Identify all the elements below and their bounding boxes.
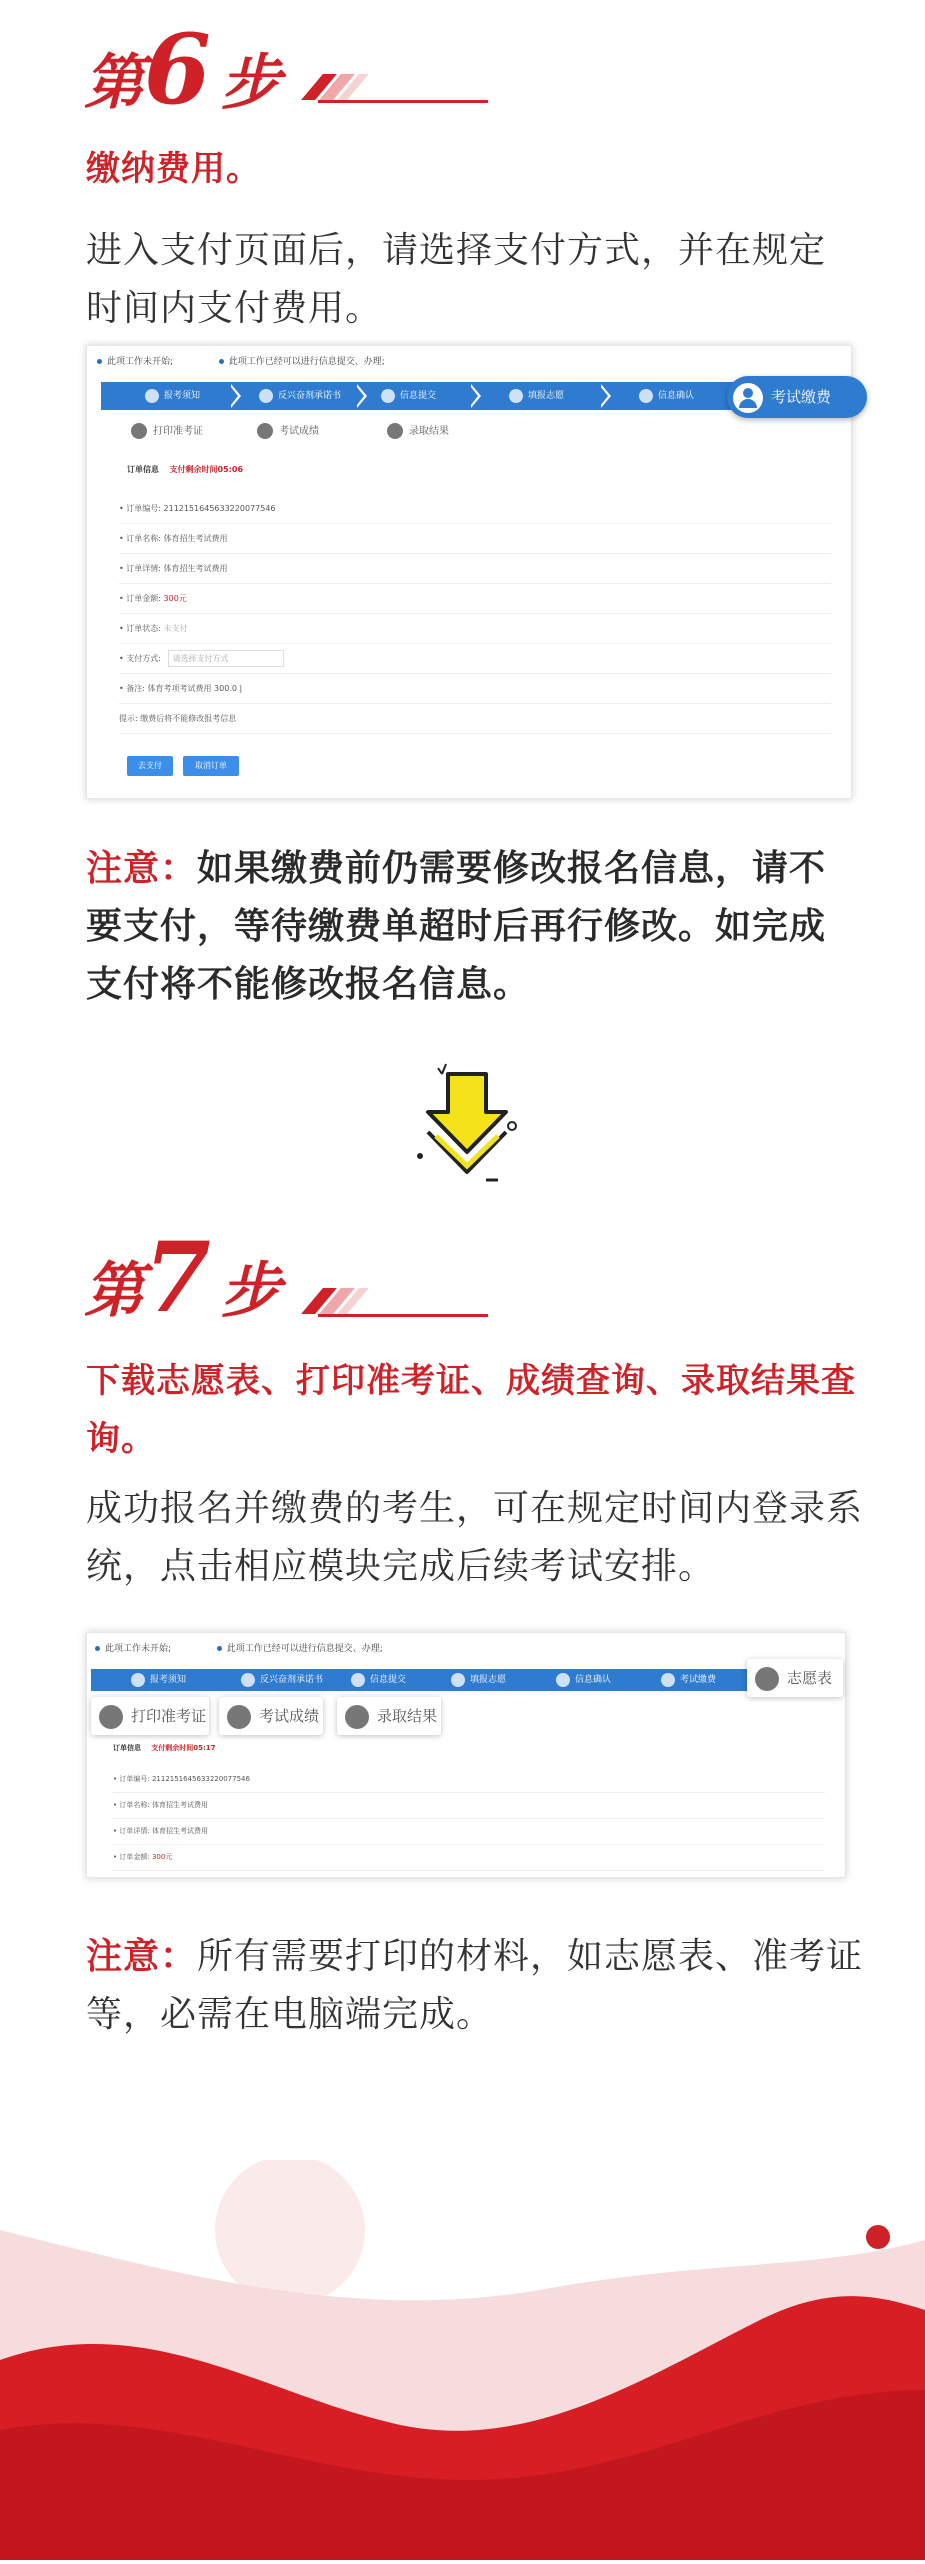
order-row: • 订单详情: 体育招生考试费用 (113, 1819, 825, 1845)
document-icon (227, 1705, 251, 1729)
flow-step-4[interactable]: 填报志愿 (451, 1669, 506, 1691)
result-icon (387, 423, 403, 439)
step7-description: 成功报名并缴费的考生，可在规定时间内登录系统，点击相应模块完成后续考试安排。 (86, 1488, 864, 1587)
print-icon (99, 1705, 123, 1729)
tab-volunteer-form[interactable]: 志愿表 (747, 1659, 843, 1697)
order-row: • 订单名称: 体育招生考试费用 (113, 1793, 825, 1819)
flow-step-2[interactable]: 反兴奋剂承诺书 (259, 382, 341, 410)
active-step-pill[interactable]: 考试缴费 (727, 376, 867, 418)
tab-admission-result[interactable]: 录取结果 (337, 1697, 441, 1735)
step7-screenshot (86, 1632, 846, 1878)
tab-exam-score[interactable]: 考试成绩 (257, 422, 319, 439)
step6-number: 6 (144, 13, 211, 126)
print-icon (131, 423, 147, 439)
step7-deco (308, 1284, 488, 1318)
payment-method-select[interactable]: 请选择支付方式 (168, 650, 284, 667)
flow-step-3[interactable]: 信息提交 (381, 382, 436, 410)
order-row: • 支付方式: 请选择支付方式 (119, 644, 831, 674)
tab-admission-result[interactable]: 录取结果 (387, 422, 449, 439)
step-icon (145, 389, 159, 403)
order-info-header: 订单信息 支付剩余时间05:06 (127, 465, 244, 474)
flow-bar (101, 382, 751, 410)
flow-step-5[interactable]: 信息确认 (639, 382, 694, 410)
result-icon (345, 1705, 369, 1729)
step6-deco (308, 70, 488, 104)
footer-decoration (0, 2160, 925, 2560)
order-row: • 订单状态: 未支付 (119, 614, 831, 644)
order-row: • 订单金额: 300元 (119, 584, 831, 614)
notice-dot-icon (95, 1646, 100, 1651)
tab-print-admission[interactable]: 打印准考证 (91, 1697, 209, 1735)
step-icon (381, 389, 395, 403)
user-icon (733, 383, 763, 413)
flow-step-6[interactable]: 考试缴费 (661, 1669, 716, 1691)
step7-prefix: 第 (84, 1256, 144, 1326)
step7-number: 7 (144, 1221, 211, 1334)
notice-dot-icon (217, 1646, 222, 1651)
step6-description: 进入支付页面后，请选择支付方式，并在规定时间内支付费用。 (86, 230, 827, 329)
step-icon (509, 389, 523, 403)
cancel-order-button[interactable]: 取消订单 (183, 756, 239, 776)
step6-suffix: 步 (220, 48, 281, 118)
step6-heading (84, 13, 281, 126)
order-row: • 订单编号: 2112151645633220077546 (119, 494, 831, 524)
order-row: • 订单详情: 体育招生考试费用 (119, 554, 831, 584)
step7-suffix: 步 (220, 1256, 281, 1326)
flow-step-5[interactable]: 信息确认 (556, 1669, 611, 1691)
step6-prefix: 第 (84, 48, 144, 118)
warning-text: 提示: 缴费后将不能修改报考信息 (119, 704, 831, 734)
order-row: • 订单名称: 体育招生考试费用 (119, 524, 831, 554)
form-icon (755, 1667, 779, 1691)
step-icon (259, 389, 273, 403)
flow-step-4[interactable]: 填报志愿 (509, 382, 564, 410)
flow-step-3[interactable]: 信息提交 (351, 1669, 406, 1691)
step7-title: 下载志愿表、打印准考证、成绩查询、录取结果查询。 (86, 1361, 856, 1459)
score-icon (257, 423, 273, 439)
step-icon (639, 389, 653, 403)
flow-bar (91, 1669, 771, 1691)
step6-note: 注意：如果缴费前仍需要修改报名信息，请不要支付，等待缴费单超时后再行修改。如完成支付将不能修改报名信息。 (86, 848, 827, 1005)
notice-bar: 此项工作未开始; 此项工作已经可以进行信息提交、办理; (97, 354, 385, 367)
flow-step-1[interactable]: 报考须知 (145, 382, 200, 410)
order-info-header: 订单信息 支付剩余时间05:17 (113, 1744, 216, 1752)
step6-title: 缴纳费用。 (86, 149, 261, 189)
step6-screenshot (86, 345, 852, 799)
arrow-down-icon (412, 1060, 522, 1190)
order-row: • 订单编号: 2112151645633220077546 (113, 1767, 825, 1793)
flow-step-2[interactable]: 反兴奋剂承诺书 (241, 1669, 323, 1691)
step7-heading (84, 1221, 281, 1334)
flow-step-1[interactable]: 报考须知 (131, 1669, 186, 1691)
notice-dot-icon (219, 359, 224, 364)
notice-dot-icon (97, 359, 102, 364)
tab-print-admission[interactable]: 打印准考证 (131, 422, 203, 439)
step7-note: 注意：所有需要打印的材料，如志愿表、准考证等，必需在电脑端完成。 (86, 1936, 864, 2035)
order-row: • 订单金额: 300元 (113, 1845, 825, 1871)
order-row: • 备注: 体育考项考试费用 300.0 | (119, 674, 831, 704)
tab-exam-score[interactable]: 考试成绩 (219, 1697, 323, 1735)
notice-bar: 此项工作未开始; 此项工作已经可以进行信息提交、办理; (95, 1641, 383, 1654)
pay-button[interactable]: 去支付 (127, 756, 173, 776)
